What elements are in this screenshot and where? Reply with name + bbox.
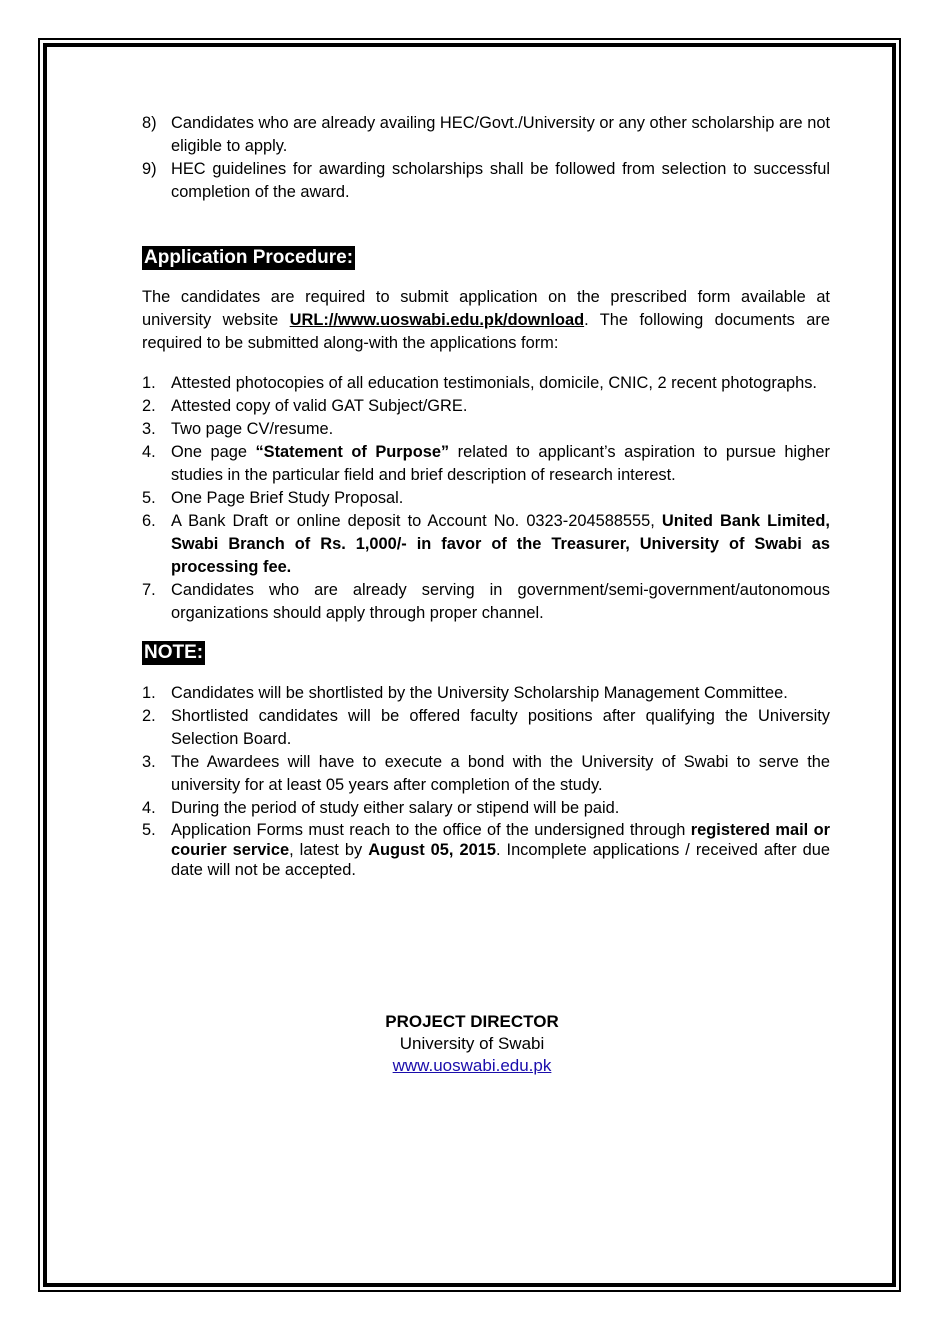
list-item: 8) Candidates who are already availing HEC/Govt./University or any other scholarship are not eligible to apply.	[142, 114, 830, 155]
list-item: 2. Shortlisted candidates will be offered faculty positions after qualifying the University Selection Board.	[142, 707, 830, 748]
list-item: 7. Candidates who are already serving in government/semi-government/autonomous organizations should apply through proper channel.	[142, 581, 830, 622]
document-body	[142, 112, 830, 880]
list-item: 5. One Page Brief Study Proposal.	[142, 489, 404, 507]
website-link[interactable]: www.uoswabi.edu.pk	[392, 1056, 552, 1075]
list-item: 1. Attested photocopies of all education testimonials, domicile, CNIC, 2 recent photographs.	[142, 374, 817, 392]
download-url-link[interactable]: URL://www.uoswabi.edu.pk/download	[289, 311, 585, 329]
list-item: 2. Attested copy of valid GAT Subject/GRE.	[142, 397, 468, 415]
required-documents-list	[142, 372, 830, 625]
list-item: 9) HEC guidelines for awarding scholarships shall be followed from selection to successful completion of the award.	[142, 160, 830, 201]
eligibility-list-continued	[142, 112, 830, 204]
application-intro: The candidates are required to submit application on the prescribed form available at university website URL://www.uoswabi.edu.pk/download. The following documents are required to be submitted along-with the applications form:	[142, 288, 830, 352]
list-item: 4. During the period of study either salary or stipend will be paid.	[142, 799, 620, 817]
signatory-title: PROJECT DIRECTOR	[385, 1012, 559, 1031]
note-list	[142, 682, 830, 880]
signature-block	[142, 1011, 802, 1077]
list-item: 4. One page “Statement of Purpose” related to applicant’s aspiration to pursue higher studies in the particular field and brief description of research interest.	[142, 443, 830, 484]
list-item: 1. Candidates will be shortlisted by the University Scholarship Management Committee.	[142, 684, 788, 702]
application-procedure-heading: Application Procedure:	[144, 247, 354, 268]
list-item: 3. Two page CV/resume.	[142, 420, 334, 438]
list-item: 5. Application Forms must reach to the office of the undersigned through registered mail or courier service, latest by August 05, 2015. Incomplete applications / received after due date will not be accepted.	[142, 821, 830, 879]
list-item: 6. A Bank Draft or online deposit to Account No. 0323-204588555, United Bank Limited, Swabi Branch of Rs. 1,000/- in favor of the Treasurer, University of Swabi as processing fee.	[142, 512, 830, 576]
list-item: 3. The Awardees will have to execute a bond with the University of Swabi to serve the university for at least 05 years after completion of the study.	[142, 753, 830, 794]
signatory-organization: University of Swabi	[399, 1034, 545, 1053]
note-heading: NOTE:	[144, 642, 204, 663]
